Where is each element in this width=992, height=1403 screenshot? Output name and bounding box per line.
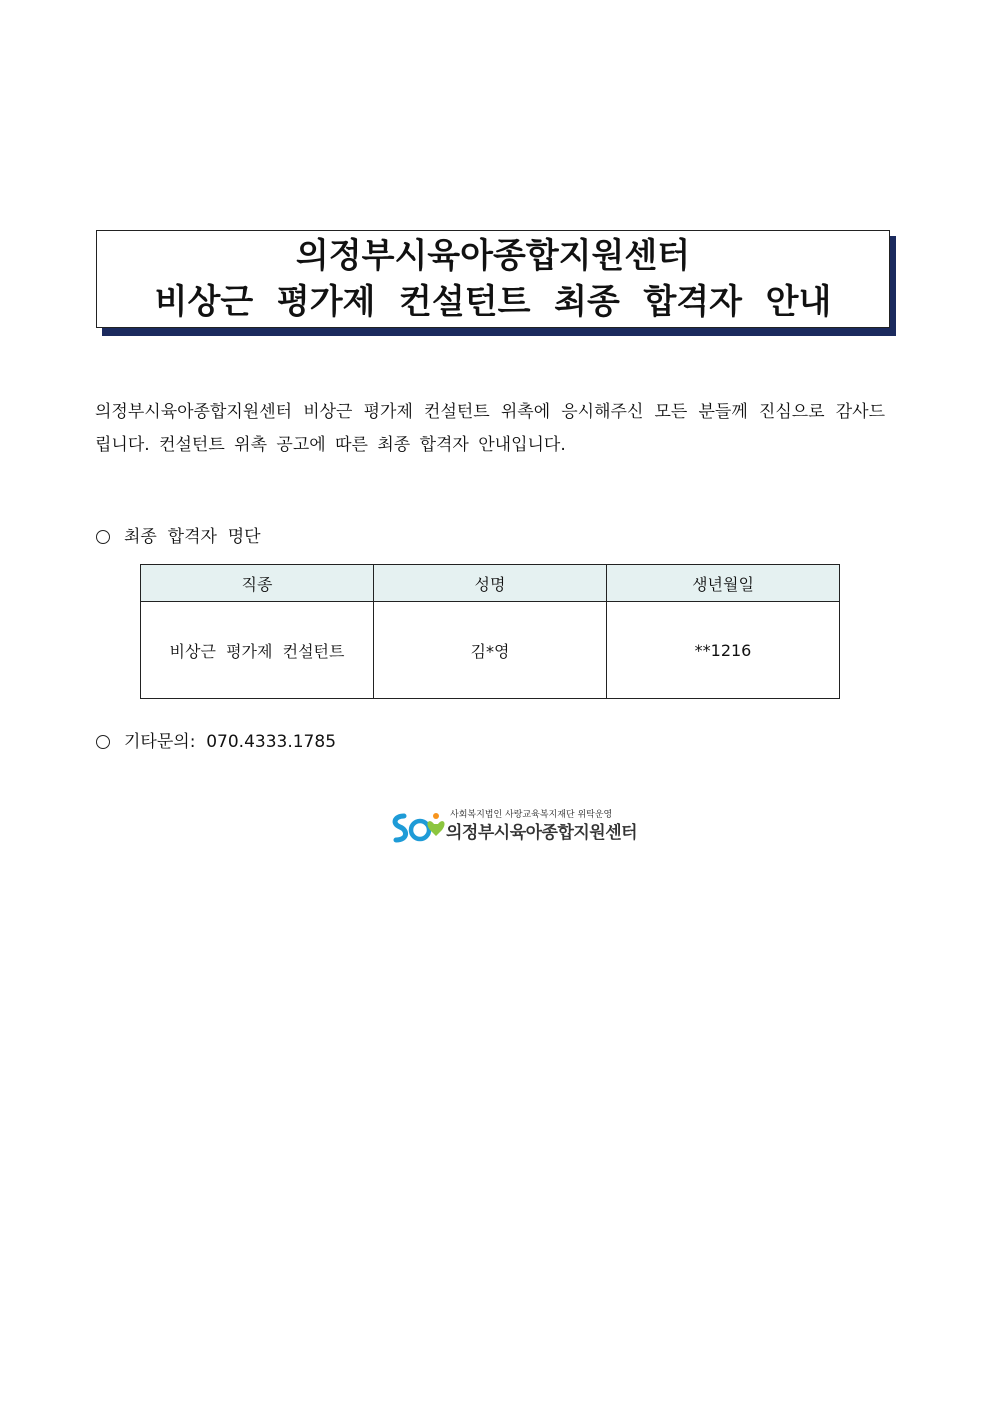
title-box <box>96 230 890 328</box>
contact-text: 기타문의: 070.4333.1785 <box>124 732 337 752</box>
center-logo-icon <box>390 810 448 846</box>
title-line-2: 비상근 평가제 컨설턴트 최종 합격자 안내 <box>154 282 832 322</box>
result-table <box>140 564 840 699</box>
title-line-1: 의정부시육아종합지원센터 <box>295 236 691 276</box>
result-list-heading <box>96 525 261 549</box>
contact-line <box>96 730 336 754</box>
circle-bullet-icon <box>96 735 110 749</box>
column-header-job: 직종 <box>141 565 374 602</box>
cell-name: 김*영 <box>374 602 607 699</box>
table-row <box>141 602 840 699</box>
logo-subtitle: 사회복지법인 사랑교육복지재단 위탁운영 <box>450 810 613 820</box>
table-header-row <box>141 565 840 602</box>
column-header-name: 성명 <box>374 565 607 602</box>
column-header-birthdate: 생년월일 <box>607 565 840 602</box>
result-list-heading-text: 최종 합격자 명단 <box>124 527 261 547</box>
intro-paragraph: 의정부시육아종합지원센터 비상근 평가제 컨설턴트 위촉에 응시해주신 모든 분들께 진심으로 감사드립니다. 컨설턴트 위촉 공고에 따른 최종 합격자 안내입니다. <box>95 402 885 455</box>
circle-bullet-icon <box>96 530 110 544</box>
cell-job: 비상근 평가제 컨설턴트 <box>141 602 374 699</box>
cell-birthdate: **1216 <box>607 602 840 699</box>
logo-name: 의정부시육아종합지원센터 <box>446 823 638 843</box>
center-logo <box>390 806 660 846</box>
